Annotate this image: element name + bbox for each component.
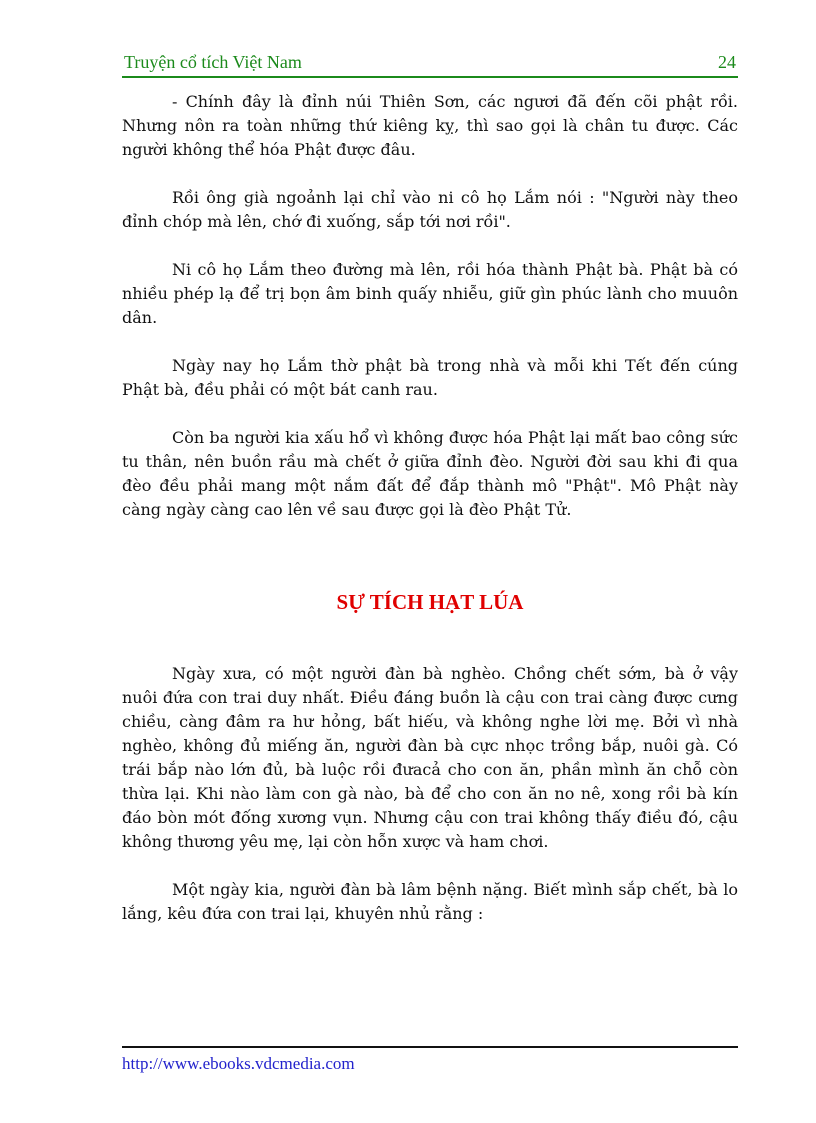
website-link[interactable]: http://www.ebooks.vdcmedia.com — [122, 1054, 355, 1073]
paragraph: Còn ba người kia xấu hổ vì không được hóa Phật lại mất bao công sức tu thân, nên buồn rầu mà chết ở giữa đỉnh đèo. Người đời sau khi đi qua đèo đều phải mang một nắm đất để đắp thành mô "Phật". Mô Phật này càng ngày càng cao lên về sau được gọi là đèo Phật Tử. — [122, 428, 738, 519]
page-number: 24 — [718, 52, 736, 72]
book-title: Truyện cổ tích Việt Nam — [124, 52, 302, 72]
paragraph: - Chính đây là đỉnh núi Thiên Sơn, các ngươi đã đến cõi phật rồi. Nhưng nôn ra toàn những thứ kiêng kỵ, thì sao gọi là chân tu được. Các người không thể hóa Phật được đâu. — [122, 92, 738, 159]
story-title: SỰ TÍCH HẠT LÚA — [336, 590, 524, 614]
page-footer — [122, 1046, 738, 1074]
page-header — [122, 50, 738, 78]
paragraph: Một ngày kia, người đàn bà lâm bệnh nặng. Biết mình sắp chết, bà lo lắng, kêu đứa con trai lại, khuyên nhủ rằng : — [122, 880, 738, 923]
paragraph: Rồi ông già ngoảnh lại chỉ vào ni cô họ Lắm nói : "Người này theo đỉnh chóp mà lên, chớ đi xuống, sắp tới nơi rồi". — [122, 188, 738, 231]
paragraph: Ngày nay họ Lắm thờ phật bà trong nhà và mỗi khi Tết đến cúng Phật bà, đều phải có một bát canh rau. — [122, 356, 738, 399]
paragraph: Ngày xưa, có một người đàn bà nghèo. Chồng chết sớm, bà ở vậy nuôi đứa con trai duy nhất. Điều đáng buồn là cậu con trai càng được cưng chiều, càng đâm ra hư hỏng, bất hiếu, và không nghe lời mẹ. Bởi vì nhà nghèo, không đủ miếng ăn, người đàn bà cực nhọc trồng bắp, nuôi gà. Có trái bắp nào lớn đủ, bà luộc rồi đưacả cho con ăn, phần mình ăn chỗ còn thừa lại. Khi nào làm con gà nào, bà để cho con ăn no nê, xong rồi bà kín đáo bòn mót đống xương vụn. Nhưng cậu con trai không thấy điều đó, cậu không thương yêu mẹ, lại còn hỗn xược và ham chơi. — [122, 664, 738, 851]
page-body — [122, 90, 738, 950]
paragraph: Ni cô họ Lắm theo đường mà lên, rồi hóa thành Phật bà. Phật bà có nhiều phép lạ để trị bọn âm binh quấy nhiễu, giữ gìn phúc lành cho muuôn dân. — [122, 260, 738, 327]
